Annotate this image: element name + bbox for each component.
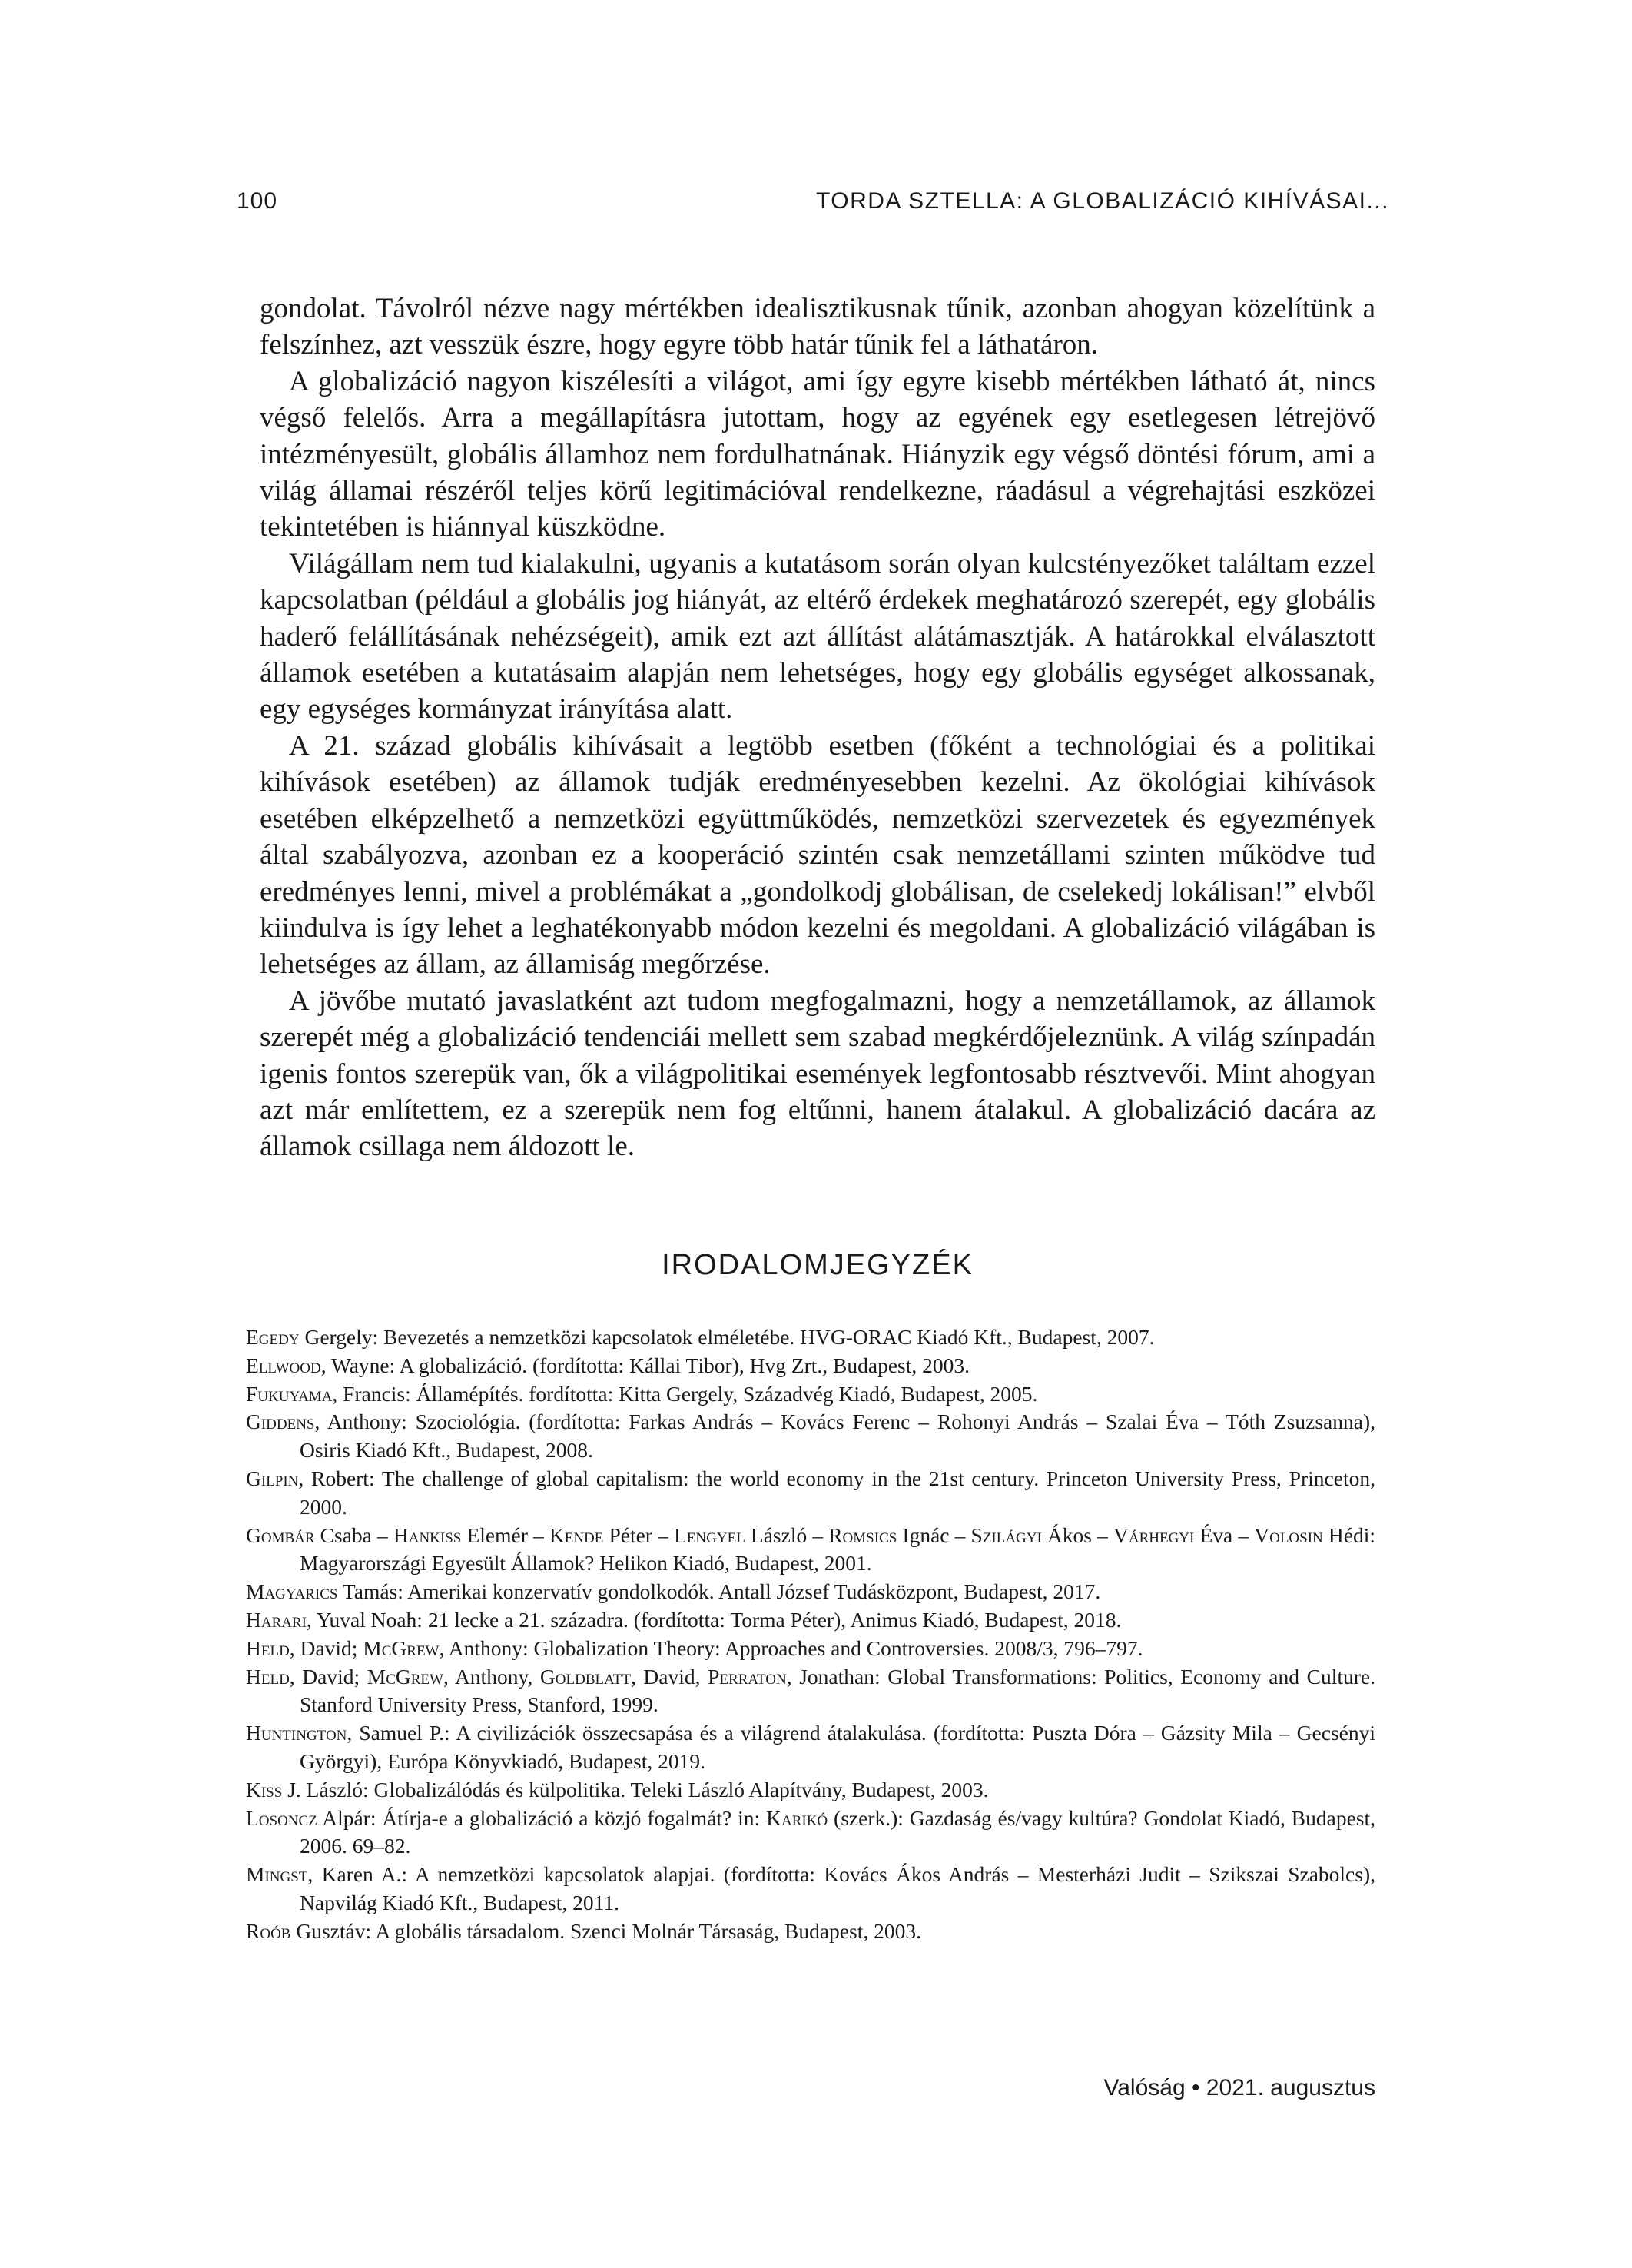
author-surname: Held (246, 1664, 290, 1689)
author-surname: Kiss (246, 1777, 283, 1801)
author-surname: McGrew (367, 1664, 443, 1689)
bibliography-entry (246, 1465, 1375, 1522)
paragraph: gondolat. Távolról nézve nagy mértékben idealisztikusnak tűnik, azonban ahogyan közelítünk a felszínhez, azt vesszük észre, hogy egyre több határ tűnik fel a láthatáron. (260, 293, 1375, 361)
entry-text: , David; (289, 1664, 367, 1689)
author-surname: Szilágyi (970, 1523, 1042, 1547)
entry-text: Ákos – (1041, 1523, 1113, 1547)
entry-text: Gusztáv: A globális társadalom. Szenci Molnár Társaság, Budapest, 2003. (290, 1918, 921, 1943)
paragraph: A globalizáció nagyon kiszélesíti a világot, ami így egyre kisebb mértékben látható át, nincs végső felelős. Arra a megállapításra jutottam, hogy az egyének egy esetlegesen létrejövő intézményesült, globális államhoz nem fordulhatnának. Hiányzik egy végső döntési fórum, ami a világ államai részéről teljes körű legitimációval rendelkezne, ráadásul a végrehajtási eszközei tekintetében is hiánnyal küszködne. (260, 365, 1375, 543)
author-surname: Losoncz (246, 1805, 317, 1830)
bibliography-entry (246, 1578, 1375, 1606)
author-surname: Lengyel (674, 1523, 745, 1547)
bibliography-entry (246, 1719, 1375, 1776)
entry-text: László – (745, 1523, 829, 1547)
entry-text: , Karen A.: A nemzetközi kapcsolatok alapjai. (fordította: Kovács Ákos András – Mesterházi Judit – Szikszai Szabolcs), Napvilág Kiadó Kft., Budapest, 2011. (300, 1862, 1375, 1914)
paragraph: A jövőbe mutató javaslatként azt tudom megfogalmazni, hogy a nemzetállamok, az államok szerepét még a globalizáció tendenciái mellett sem szabad megkérdőjeleznünk. A világ színpadán igenis fontos szerepük van, ők a világpolitikai események legfontosabb résztvevői. Mint ahogyan azt már említettem, ez a szerepük nem fog eltűnni, hanem átalakul. A globalizáció dacára az államok csillaga nem áldozott le. (260, 985, 1375, 1163)
entry-text: , David; (289, 1635, 363, 1660)
running-title: TORDA SZTELLA: A GLOBALIZÁCIÓ KIHÍVÁSAI... (815, 188, 1389, 214)
author-surname: Roób (246, 1918, 291, 1943)
entry-text: , Jonathan: Global Transformations: Politics, Economy and Culture. Stanford University Press, Stanford, 1999. (300, 1664, 1375, 1717)
author-surname: Egedy (246, 1325, 300, 1349)
author-surname: Ellwood (246, 1353, 321, 1377)
bibliography-entry (246, 1805, 1375, 1861)
bibliography-list (246, 1323, 1375, 1946)
entry-text: (szerk.): Gazdaság és/vagy kultúra? Gondolat Kiadó, Budapest, 2006. 69–82. (300, 1805, 1375, 1858)
author-surname: Goldblatt (539, 1664, 631, 1689)
entry-text: Tamás: Amerikai konzervatív gondolkodók. Antall József Tudásközpont, Budapest, 2017. (337, 1579, 1101, 1604)
entry-text: Elemér – (461, 1523, 549, 1547)
bibliography-entry (246, 1606, 1375, 1635)
entry-text: , Anthony: Globalization Theory: Approaches and Controversies. 2008/3, 796–797. (439, 1635, 1143, 1660)
entry-text: Csaba – (314, 1523, 393, 1547)
author-surname: Romsics (828, 1523, 897, 1547)
author-surname: Gilpin (246, 1466, 299, 1490)
author-surname: Hankiss (393, 1523, 462, 1547)
paragraph: Világállam nem tud kialakulni, ugyanis a kutatásom során olyan kulcstényezőket találtam ezzel kapcsolatban (például a globális jog hiányát, az eltérő érdekek meghatározó szerepét, egy globális haderő felállításának nehézségeit), amik ezt azt állítást alátámasztják. A határokkal elválasztott államok esetében a kutatásaim alapján nem lehetséges, hogy egy globális egységet alkossanak, egy egységes kormányzat irányítása alatt. (260, 547, 1375, 726)
author-surname: Perraton (708, 1664, 787, 1689)
article-body (260, 291, 1375, 1165)
bibliography-heading: IRODALOMJEGYZÉK (662, 1249, 974, 1281)
entry-text: Ignác – (897, 1523, 971, 1547)
author-surname: Fukuyama (246, 1381, 333, 1406)
author-surname: Gombár (246, 1523, 315, 1547)
bibliography-entry (246, 1408, 1375, 1465)
author-surname: Mingst (246, 1862, 308, 1887)
author-surname: Volosin (1254, 1523, 1323, 1547)
bibliography-entry (246, 1352, 1375, 1380)
page-number: 100 (237, 188, 278, 214)
entry-text: , Francis: Államépítés. fordította: Kitta Gergely, Századvég Kiadó, Budapest, 2005. (332, 1381, 1038, 1406)
author-surname: Held (246, 1635, 290, 1660)
entry-text: , David, (630, 1664, 708, 1689)
bibliography-entry (246, 1776, 1375, 1805)
bibliography-entry (246, 1522, 1375, 1579)
entry-text: Péter – (603, 1523, 675, 1547)
paragraph: A 21. század globális kihívásait a legtöbb esetben (főként a technológiai és a politikai kihívások esetében) az államok tudják eredményesebben kezelni. Az ökológiai kihívások esetében elképzelhető a nemzetközi együttműködés, nemzetközi szervezetek és egyezmények által szabályozva, azonban ez a kooperáció szintén csak nemzetállami szinten működve tud eredményes lenni, mivel a problémákat a „gondolkodj globálisan, de cselekedj lokálisan!” elvből kiindulva is így lehet a leghatékonyabb módon kezelni és megoldani. A globalizáció világában is lehetséges az állam, az államiság megőrzése. (260, 729, 1375, 981)
entry-text: , Anthony, (443, 1664, 540, 1689)
entry-text: , Robert: The challenge of global capitalism: the world economy in the 21st century. Princeton University Press, Princeton, 2000. (298, 1466, 1375, 1519)
author-surname: Harari (246, 1607, 307, 1632)
footer-journal-info: Valóság • 2021. augusztus (1103, 2075, 1375, 2100)
author-surname: Magyarics (246, 1579, 338, 1604)
entry-text: , Wayne: A globalizáció. (fordította: Kállai Tibor), Hvg Zrt., Budapest, 2003. (320, 1353, 970, 1377)
author-surname: Kende (549, 1523, 604, 1547)
entry-text: Hédi: Magyarországi Egyesült Államok? Helikon Kiadó, Budapest, 2001. (300, 1523, 1375, 1576)
bibliography-entry (246, 1663, 1375, 1720)
entry-text: Éva – (1194, 1523, 1255, 1547)
entry-text: Alpár: Átírja-e a globalizáció a közjó fogalmát? in: (317, 1805, 767, 1830)
author-surname: Giddens (246, 1410, 315, 1434)
bibliography-entry (246, 1380, 1375, 1409)
bibliography-entry (246, 1323, 1375, 1352)
author-surname: Huntington (246, 1721, 347, 1745)
bibliography-entry (246, 1861, 1375, 1918)
bibliography-entry (246, 1918, 1375, 1946)
entry-text: Gergely: Bevezetés a nemzetközi kapcsolatok elméletébe. HVG-ORAC Kiadó Kft., Budapest, 2007. (299, 1325, 1155, 1349)
entry-text: , Yuval Noah: 21 lecke a 21. századra. (fordította: Torma Péter), Animus Kiadó, Budapest, 2018. (306, 1607, 1122, 1632)
author-surname: McGrew (363, 1635, 440, 1660)
entry-text: , Anthony: Szociológia. (fordította: Farkas András – Kovács Ferenc – Rohonyi András – Szalai Éva – Tóth Zsuzsanna), Osiris Kiadó Kft., Budapest, 2008. (300, 1410, 1375, 1463)
entry-text: , Samuel P.: A civilizációk összecsapása és a világrend átalakulása. (fordította: Puszta Dóra – Gázsity Mila – Gecsényi Györgyi), Európa Könyvkiadó, Budapest, 2019. (300, 1721, 1375, 1773)
bibliography-entry (246, 1635, 1375, 1663)
entry-text: J. László: Globalizálódás és külpolitika. Teleki László Alapítvány, Budapest, 2003. (282, 1777, 989, 1801)
author-surname: Karikó (766, 1805, 828, 1830)
author-surname: Várhegyi (1113, 1523, 1195, 1547)
